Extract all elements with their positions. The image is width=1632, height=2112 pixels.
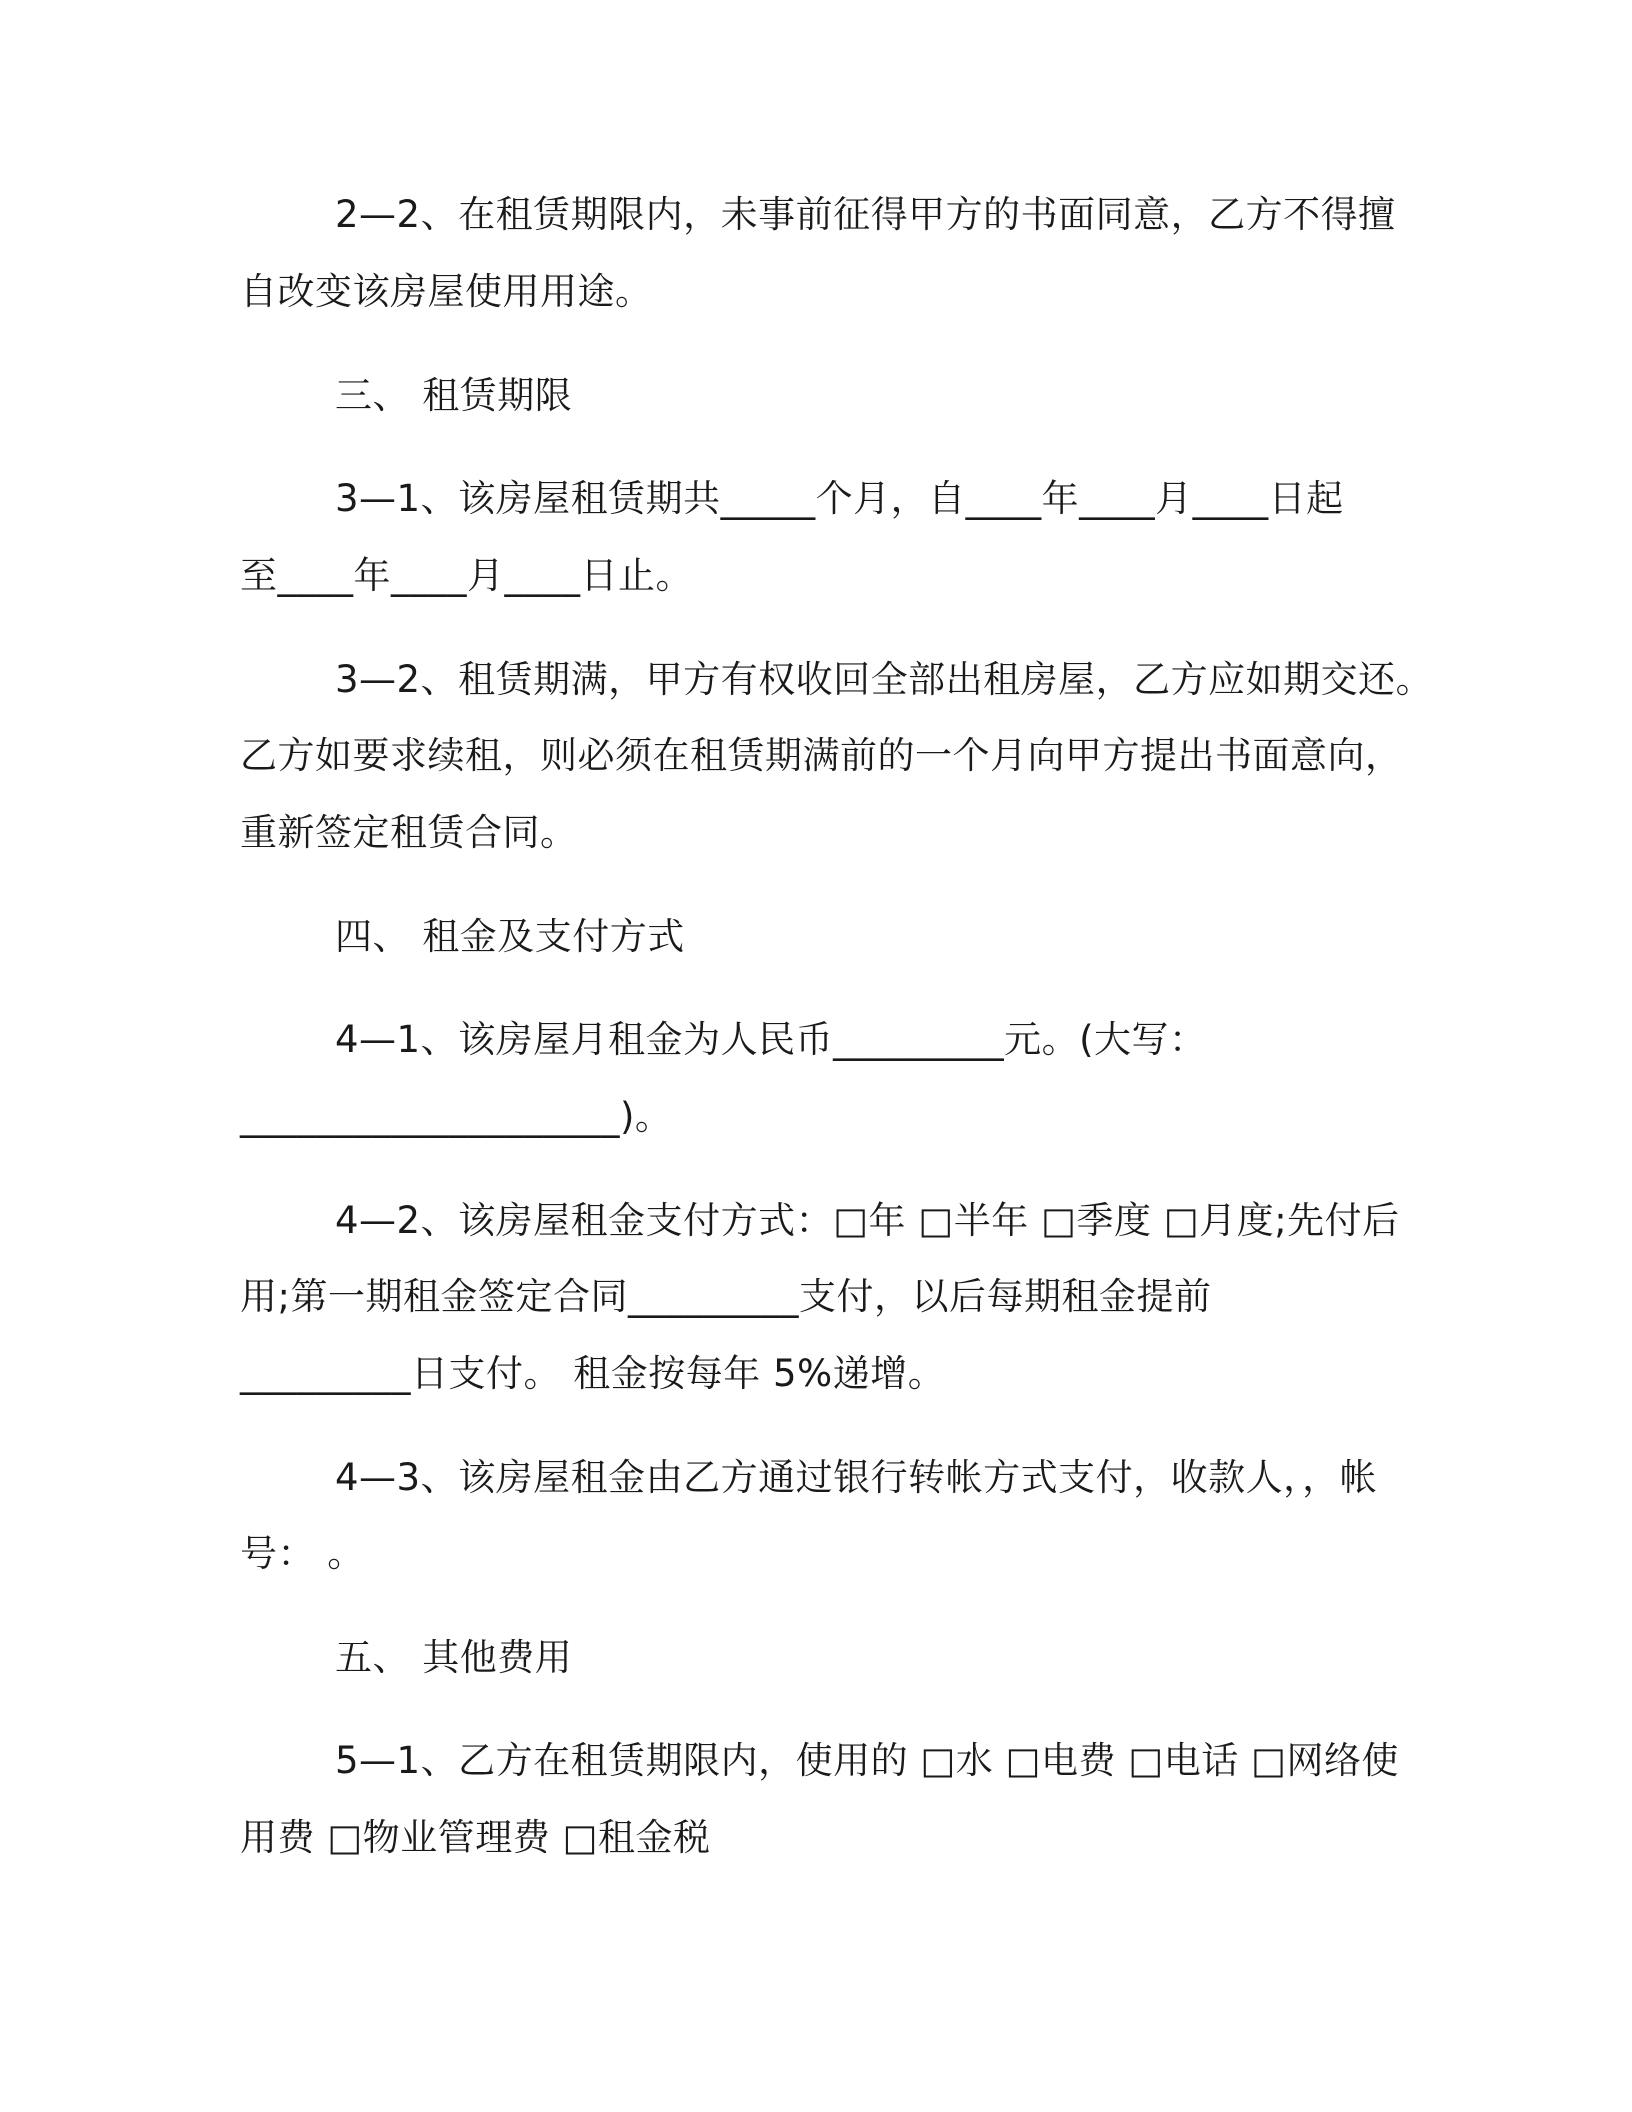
clause-4-2-line-3: _________日支付。 租金按每年 5%递增。 [240, 1352, 946, 1395]
clause-5-1-line-1: 5—1、乙方在租赁期限内，使用的 □水 □电费 □电话 □网络使 [335, 1739, 1399, 1782]
clause-2-2-line-1: 2—2、在租赁期限内，未事前征得甲方的书面同意，乙方不得擅 [335, 193, 1396, 236]
clause-3-2-line-1: 3—2、租赁期满，甲方有权收回全部出租房屋，乙方应如期交还。 [335, 658, 1434, 701]
clause-5-1-line-2: 用费 □物业管理费 □租金税 [240, 1816, 711, 1859]
clause-3-1-line-1: 3—1、该房屋租赁期共_____个月，自____年____月____日起 [335, 477, 1344, 520]
section-4-heading: 四、 租金及支付方式 [335, 915, 685, 958]
clause-3-1-line-2: 至____年____月____日止。 [240, 554, 693, 597]
clause-4-2-line-1: 4—2、该房屋租金支付方式：□年 □半年 □季度 □月度;先付后 [335, 1199, 1400, 1242]
clause-4-3-line-2: 号： 。 [240, 1532, 365, 1575]
clause-4-2-line-2: 用;第一期租金签定合同_________支付，以后每期租金提前 [240, 1275, 1212, 1318]
clause-3-2-line-3: 重新签定租赁合同。 [240, 811, 578, 854]
clause-2-2-line-2: 自改变该房屋使用用途。 [240, 270, 653, 313]
section-5-heading: 五、 其他费用 [335, 1636, 573, 1679]
clause-4-1-line-1: 4—1、该房屋月租金为人民币_________元。(大写： [335, 1018, 1207, 1061]
clause-4-3-line-1: 4—3、该房屋租金由乙方通过银行转帐方式支付，收款人，，帐 [335, 1456, 1378, 1499]
clause-4-1-line-2: ____________________)。 [240, 1095, 673, 1138]
section-3-heading: 三、 租赁期限 [335, 374, 573, 417]
clause-3-2-line-2: 乙方如要求续租，则必须在租赁期满前的一个月向甲方提出书面意向， [240, 734, 1403, 777]
